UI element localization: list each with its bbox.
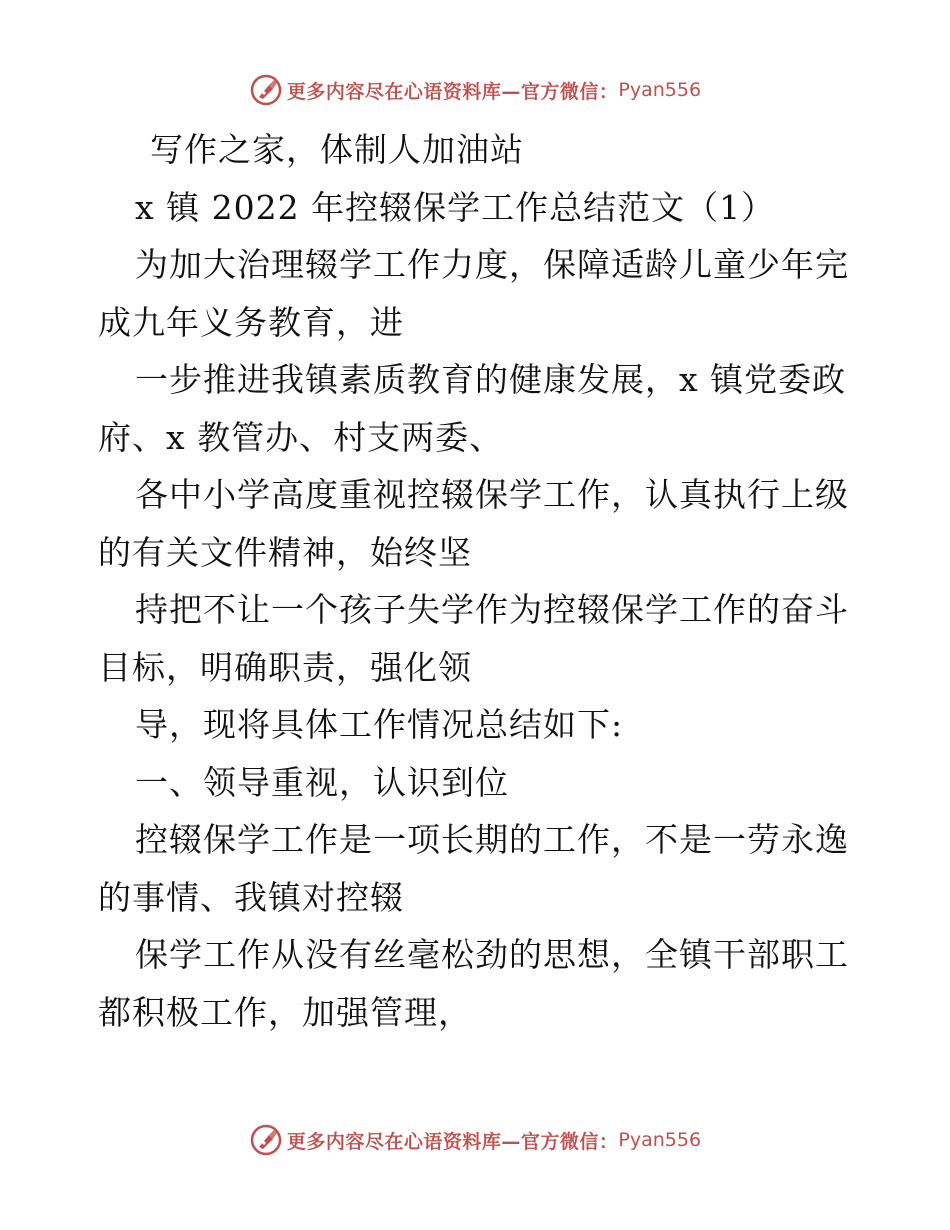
paragraph-line: 目标，明确职责，强化领 bbox=[98, 647, 472, 687]
document-title: x 镇 2022 年控辍保学工作总结范文（1） bbox=[135, 187, 776, 227]
paragraph-line: 控辍保学工作是一项长期的工作，不是一劳永逸 bbox=[135, 820, 849, 859]
paragraph-line: 持把不让一个孩子失学作为控辍保学工作的奋斗 bbox=[135, 590, 849, 629]
site-tagline: 写作之家，体制人加油站 bbox=[150, 130, 524, 169]
paragraph-line: 的事情、我镇对控辍 bbox=[98, 877, 404, 917]
pen-nib-circle-icon bbox=[249, 1123, 283, 1157]
paragraph-line: 成九年义务教育，进 bbox=[98, 302, 404, 342]
pen-nib-circle-icon bbox=[249, 73, 283, 107]
watermark-text: 更多内容尽在心语资料库—官方微信： bbox=[286, 80, 619, 103]
watermark-banner-bottom bbox=[0, 1120, 950, 1160]
paragraph-line: 府、x 教管办、村支两委、 bbox=[98, 417, 504, 457]
paragraph-line: 的有关文件精神，始终坚 bbox=[98, 532, 472, 572]
paragraph-line: 导，现将具体工作情况总结如下: bbox=[135, 705, 624, 744]
paragraph-line: 保学工作从没有丝毫松劲的思想，全镇干部职工 bbox=[135, 935, 849, 974]
paragraph-line: 为加大治理辍学工作力度，保障适龄儿童少年完 bbox=[135, 245, 849, 284]
watermark-text: 更多内容尽在心语资料库—官方微信： bbox=[286, 1130, 619, 1153]
watermark-wechat-id: Pyan556 bbox=[618, 79, 702, 101]
watermark-wechat-id: Pyan556 bbox=[618, 1129, 702, 1151]
section-heading: 一、领导重视，认识到位 bbox=[135, 762, 509, 802]
paragraph-line: 一步推进我镇素质教育的健康发展，x 镇党委政 bbox=[135, 360, 847, 399]
document-body bbox=[98, 121, 858, 1041]
watermark-banner-top bbox=[0, 70, 950, 110]
paragraph-line: 都积极工作，加强管理， bbox=[98, 992, 472, 1032]
paragraph-line: 各中小学高度重视控辍保学工作，认真执行上级 bbox=[135, 475, 849, 514]
